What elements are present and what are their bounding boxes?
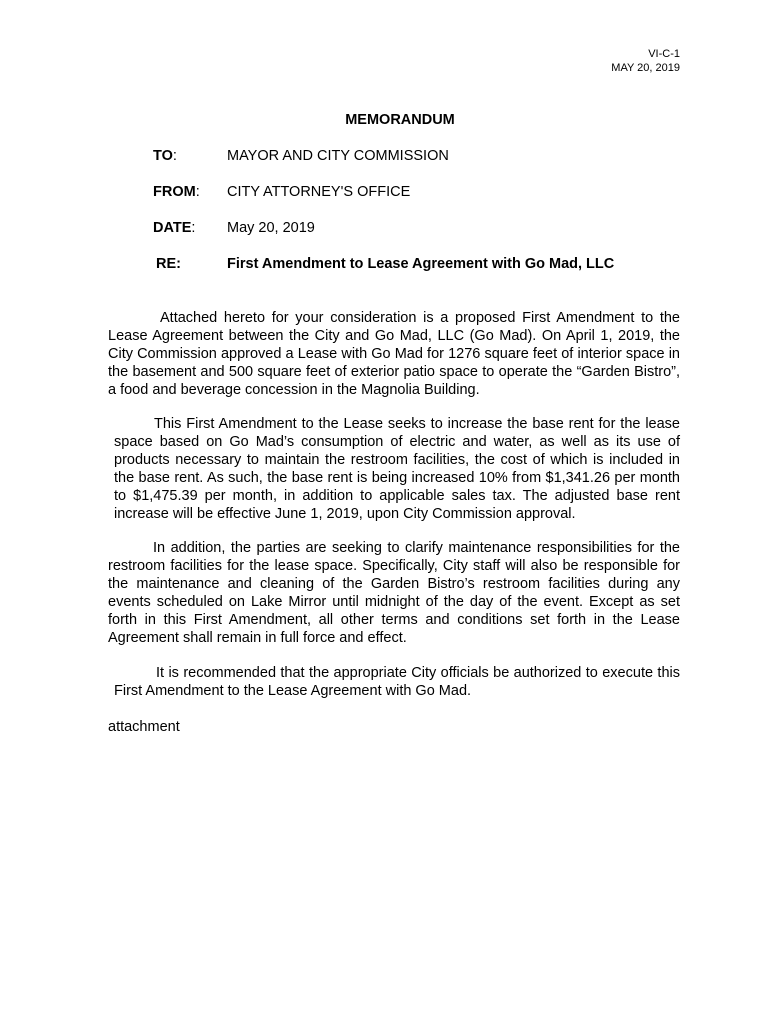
- memo-re-row: [156, 255, 614, 273]
- memo-to-row: [153, 147, 449, 165]
- header-date: MAY 20, 2019: [611, 62, 680, 74]
- body-paragraph-3: In addition, the parties are seeking to clarify maintenance responsibilities for the restroom facilities for the lease space. Specifically, City staff will also be responsible for the maintenance and cleaning of the Garden Bistro’s restroom facilities during any events scheduled on Lake Mirror until midnight of the day of the event. Except as set forth in this First Amendment, all other terms and conditions set forth in the Lease Agreement shall remain in full force and effect.: [108, 540, 680, 646]
- attachment-note: attachment: [108, 719, 180, 735]
- body-paragraph-2: This First Amendment to the Lease seeks to increase the base rent for the lease space based on Go Mad’s consumption of electric and water, as well as its use of products necessary to maintain the restroom facilities, the cost of which is included in the base rent. As such, the base rent is being increased 10% from $1,341.26 per month to $1,475.39 per month, in addition to applicable sales tax. The adjusted base rent increase will be effective June 1, 2019, upon City Commission approval.: [114, 416, 680, 522]
- memo-date-row: [153, 219, 315, 237]
- header-reference: [611, 47, 680, 75]
- body-paragraph-1: Attached hereto for your consideration is a proposed First Amendment to the Lease Agreement between the City and Go Mad, LLC (Go Mad). On April 1, 2019, the City Commission approved a Lease with Go Mad for 1276 square feet of interior space in the basement and 500 square feet of exterior patio space to operate the “Garden Bistro”, a food and beverage concession in the Magnolia Building.: [108, 310, 680, 398]
- date-label: DATE:: [153, 220, 196, 236]
- item-number: VI-C-1: [648, 48, 680, 60]
- from-value: CITY ATTORNEY'S OFFICE: [227, 184, 411, 200]
- to-value: MAYOR AND CITY COMMISSION: [227, 148, 449, 164]
- body-paragraph-4: It is recommended that the appropriate City officials be authorized to execute this First Amendment to the Lease Agreement with Go Mad.: [114, 665, 680, 699]
- to-label: TO:: [153, 148, 177, 164]
- memo-from-row: [153, 183, 410, 201]
- re-label: RE:: [156, 256, 181, 272]
- date-value: May 20, 2019: [227, 220, 315, 236]
- re-value: First Amendment to Lease Agreement with Go Mad, LLC: [227, 256, 615, 272]
- from-label: FROM:: [153, 184, 200, 200]
- memo-title: MEMORANDUM: [345, 112, 455, 128]
